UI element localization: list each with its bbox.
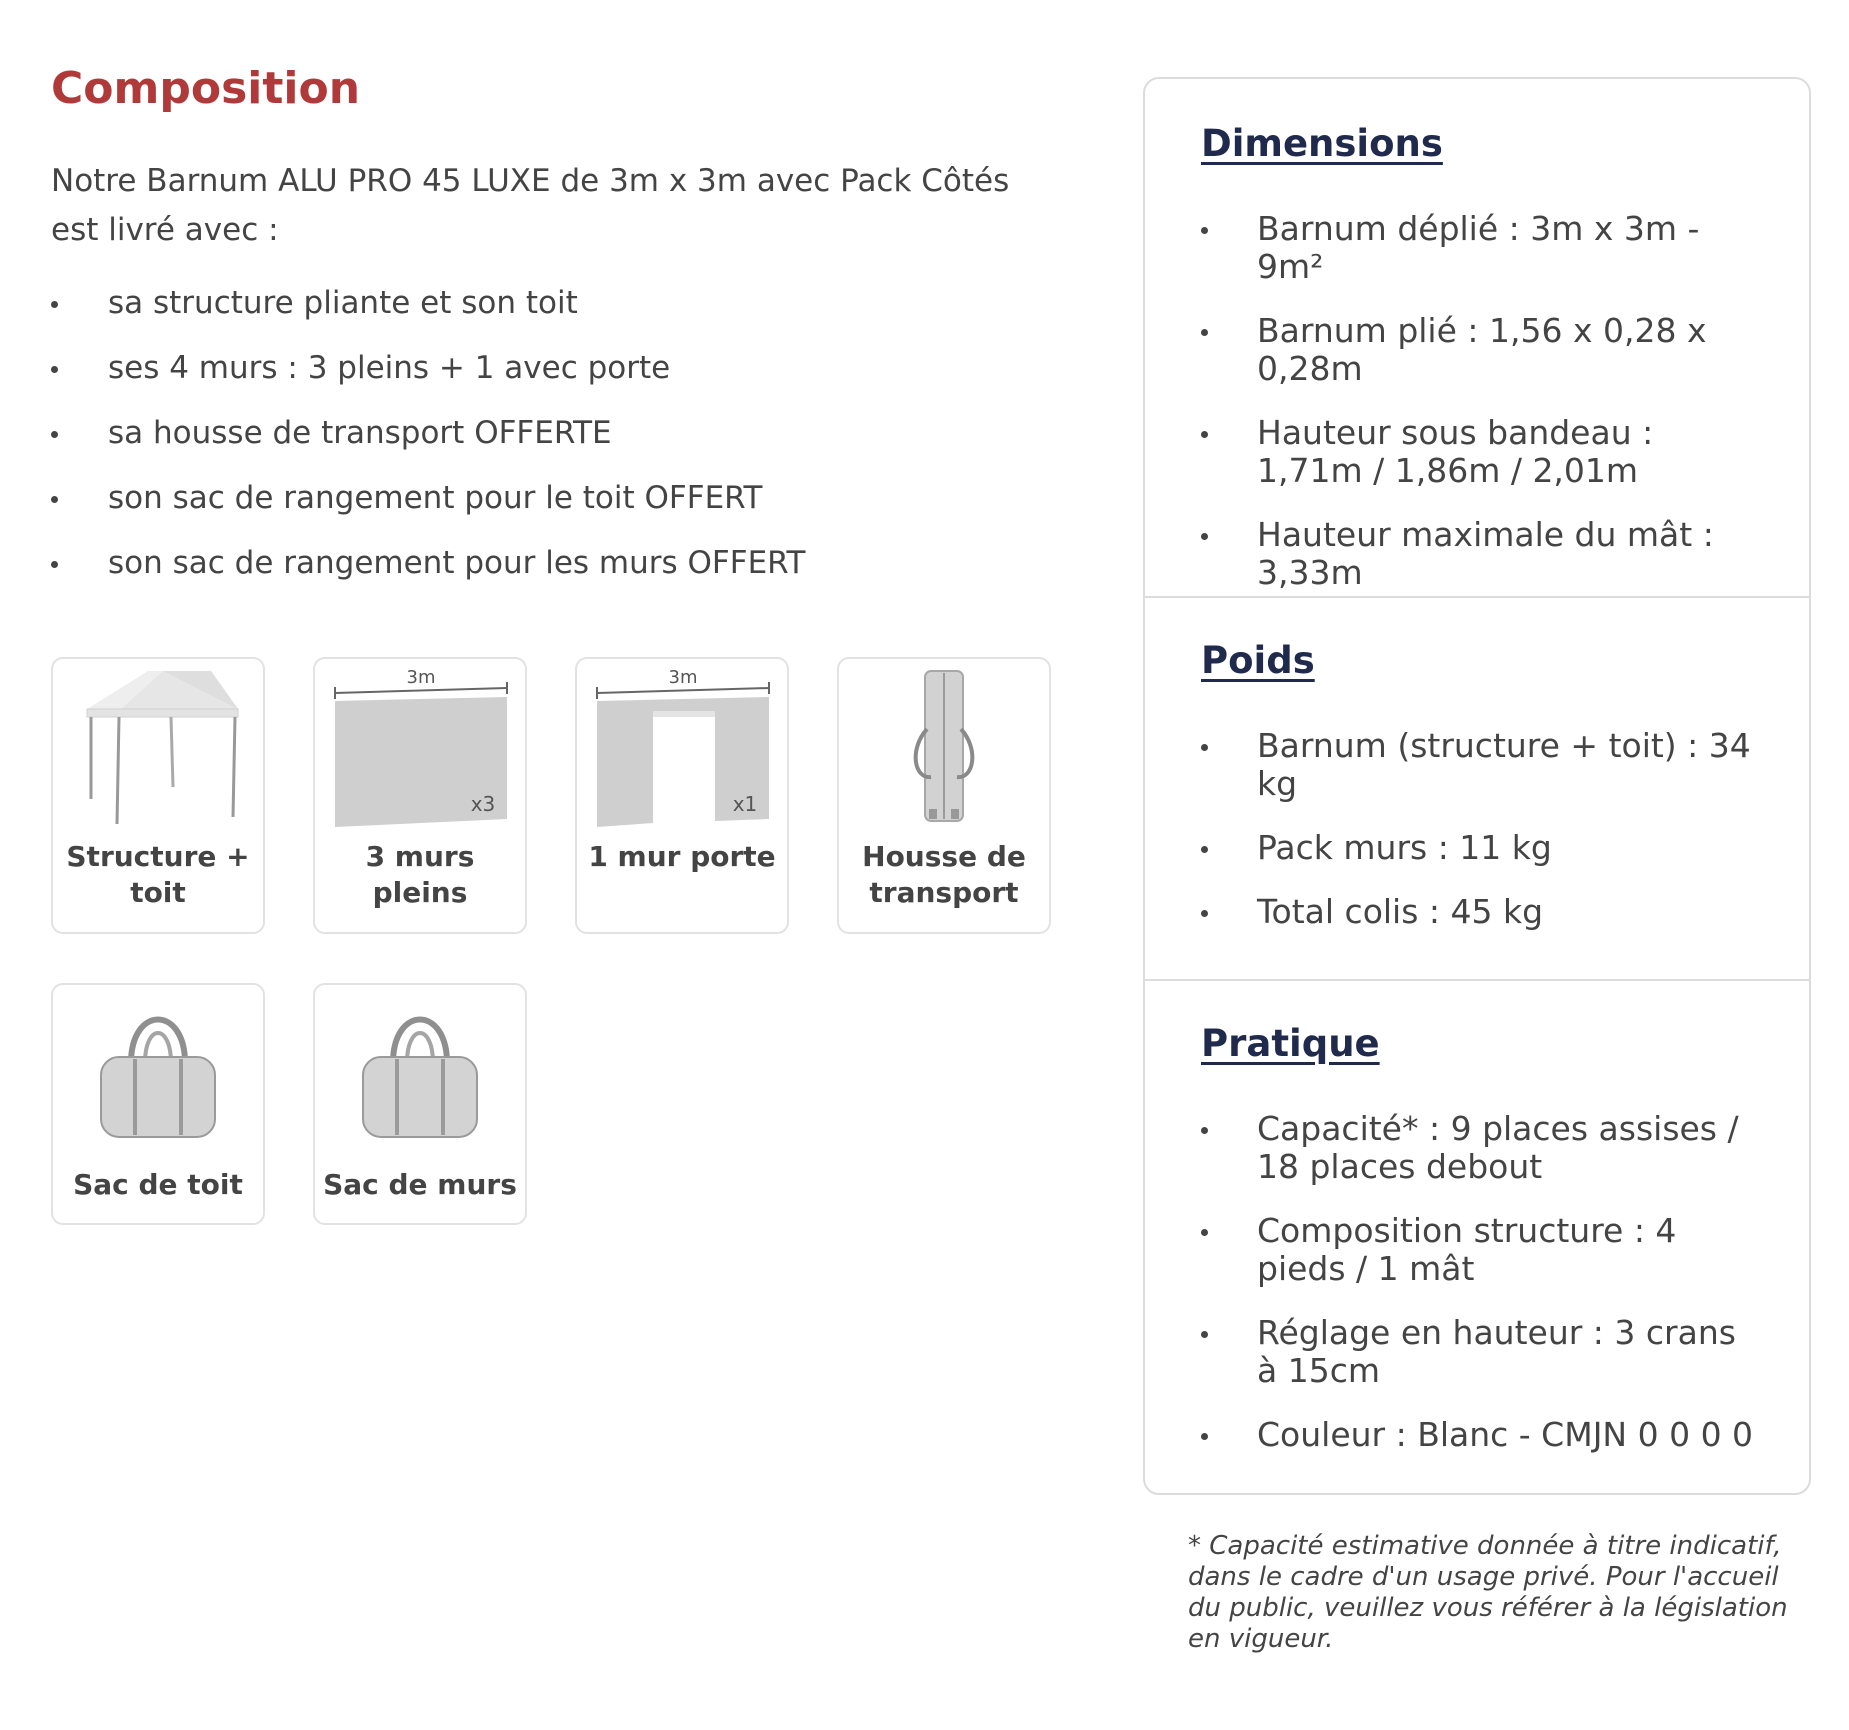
card-label: Sac de toit: [73, 1168, 243, 1201]
wall-icon: [315, 659, 525, 839]
list-item: son sac de rangement pour les murs OFFERT: [51, 543, 1051, 583]
card-walls-bag: [313, 983, 527, 1225]
list-item: son sac de rangement pour le toit OFFERT: [51, 478, 1051, 518]
list-item: Total colis : 45 kg: [1201, 893, 1761, 931]
svg-text:3m: 3m: [406, 667, 436, 688]
list-item: ses 4 murs : 3 pleins + 1 avec porte: [51, 348, 1051, 388]
divider: [1145, 979, 1809, 981]
poids-title: Poids: [1201, 639, 1315, 682]
list-item: Capacité* : 9 places assises / 18 places debout: [1201, 1110, 1761, 1186]
card-label: Structure + toit: [66, 840, 250, 909]
list-item: Couleur : Blanc - CMJN 0 0 0 0: [1201, 1416, 1761, 1454]
transport-cover-icon: [839, 659, 1049, 839]
capacity-footnote: * Capacité estimative donnée à titre indicatif, dans le cadre d'un usage privé. Pour l'accueil du public, veuillez vous référer à la législation en vigueur.: [1188, 1531, 1788, 1654]
list-item: Pack murs : 11 kg: [1201, 829, 1761, 867]
svg-text:x1: x1: [732, 792, 758, 816]
bag-icon: [53, 985, 263, 1165]
list-item: Composition structure : 4 pieds / 1 mât: [1201, 1212, 1761, 1288]
specs-panel: [1143, 77, 1811, 1495]
bag-icon: [315, 985, 525, 1165]
list-item: Hauteur sous bandeau : 1,71m / 1,86m / 2,01m: [1201, 414, 1761, 490]
dimensions-list: [1201, 210, 1761, 618]
list-item: Barnum (structure + toit) : 34 kg: [1201, 727, 1761, 803]
list-item: Barnum plié : 1,56 x 0,28 x 0,28m: [1201, 312, 1761, 388]
card-roof-bag: [51, 983, 265, 1225]
card-label: Sac de murs: [323, 1168, 517, 1201]
tent-icon: [53, 659, 263, 839]
list-item: Hauteur maximale du mât : 3,33m: [1201, 516, 1761, 592]
list-item: Barnum déplié : 3m x 3m - 9m²: [1201, 210, 1761, 286]
svg-text:x3: x3: [470, 792, 496, 816]
poids-list: [1201, 727, 1761, 957]
card-label: 1 mur porte: [588, 840, 776, 873]
card-label: Housse de transport: [862, 840, 1026, 909]
pratique-title: Pratique: [1201, 1022, 1380, 1065]
composition-intro: Notre Barnum ALU PRO 45 LUXE de 3m x 3m avec Pack Côtés est livré avec :: [51, 163, 1010, 249]
card-structure: [51, 657, 265, 934]
composition-title: Composition: [51, 63, 361, 114]
list-item: sa structure pliante et son toit: [51, 283, 1051, 323]
list-item: Réglage en hauteur : 3 crans à 15cm: [1201, 1314, 1761, 1390]
card-label: 3 murs pleins: [365, 840, 475, 909]
card-walls: [313, 657, 527, 934]
composition-section: [51, 60, 1051, 608]
list-item: sa housse de transport OFFERTE: [51, 413, 1051, 453]
pratique-list: [1201, 1110, 1761, 1480]
door-wall-icon: [577, 659, 787, 839]
card-door-wall: [575, 657, 789, 934]
composition-list: [51, 283, 1051, 583]
card-transport-cover: [837, 657, 1051, 934]
divider: [1145, 596, 1809, 598]
svg-text:3m: 3m: [668, 667, 698, 688]
dimensions-title: Dimensions: [1201, 122, 1443, 165]
